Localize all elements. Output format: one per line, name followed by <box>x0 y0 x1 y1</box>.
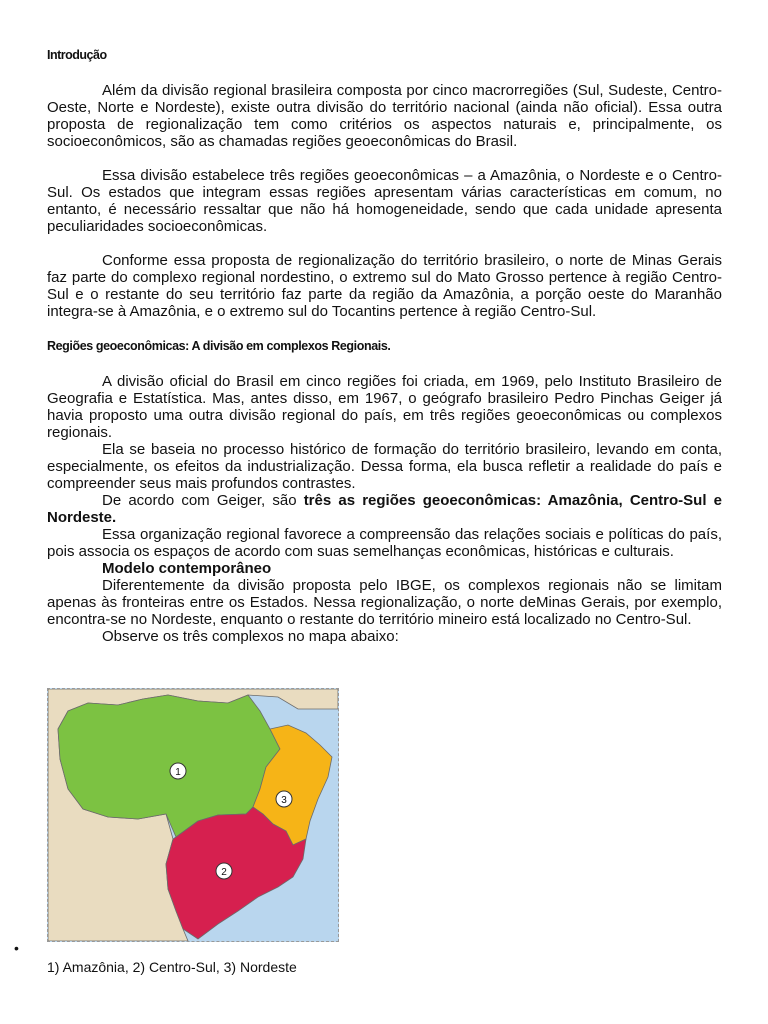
paragraph-9: Observe os três complexos no mapa abaixo: <box>102 628 399 645</box>
list-bullet: • <box>14 940 19 956</box>
paragraph-1: Além da divisão regional brasileira composta por cinco macrorregiões (Sul, Sudeste, Centro-Oeste, Norte e Nordeste), existe outra divisão do território nacional (ainda não oficial). Essa outra proposta de regionalização tem como critérios os aspectos naturais e, principalmente, os socioeconômicos, são as chamadas regiões geoeconômicas do Brasil. <box>47 82 722 150</box>
paragraph-7: Essa organização regional favorece a compreensão das relações sociais e políticas do país, pois associa os espaços de acordo com suas semelhanças econômicas, históricas e culturais. <box>47 526 722 560</box>
document-body <box>47 48 722 645</box>
map-caption: 1) Amazônia, 2) Centro-Sul, 3) Nordeste <box>47 959 297 975</box>
intro-heading: Introdução <box>47 48 107 62</box>
subheading-modelo: Modelo contemporâneo <box>102 560 272 577</box>
section-heading: Regiões geoeconômicas: A divisão em complexos Regionais. <box>47 339 391 353</box>
map-label-2: 2 <box>221 867 227 878</box>
map-label-3: 3 <box>281 795 287 806</box>
paragraph-6-bold: três as regiões geoeconômicas: Amazônia, Centro-Sul e Nordeste. <box>47 492 722 526</box>
paragraph-4: A divisão oficial do Brasil em cinco regiões foi criada, em 1969, pelo Instituto Brasileiro de Geografia e Estatística. Mas, antes disso, em 1967, o geógrafo brasileiro Pedro Pinchas Geiger já havia proposto uma outra divisão regional do país, em três regiões geoeconômicas ou complexos regionais. <box>47 373 722 441</box>
paragraph-6 <box>47 492 722 526</box>
brazil-regions-map <box>47 688 339 942</box>
map-label-1: 1 <box>175 767 181 778</box>
paragraph-6-start: De acordo com Geiger, são <box>102 492 304 509</box>
map-svg <box>48 689 338 941</box>
paragraph-2: Essa divisão estabelece três regiões geoeconômicas – a Amazônia, o Nordeste e o Centro-Sul. Os estados que integram essas regiões apresentam várias características em comum, no entanto, é necessário ressaltar que não há homogeneidade, sendo que cada unidade apresenta peculiaridades socioeconômicas. <box>47 167 722 235</box>
paragraph-5: Ela se baseia no processo histórico de formação do território brasileiro, levando em conta, especialmente, os efeitos da industrialização. Dessa forma, ela busca refletir a realidade do país e compreender seus mais profundos contrastes. <box>47 441 722 492</box>
paragraph-3: Conforme essa proposta de regionalização do território brasileiro, o norte de Minas Gerais faz parte do complexo regional nordestino, o extremo sul do Mato Grosso pertence à região Centro-Sul e o restante do seu território faz parte da região da Amazônia, a porção oeste do Maranhão integra-se à Amazônia, e o extremo sul do Tocantins pertence à região Centro-Sul. <box>47 252 722 320</box>
paragraph-8: Diferentemente da divisão proposta pelo IBGE, os complexos regionais não se limitam apenas às fronteiras entre os Estados. Nessa regionalização, o norte deMinas Gerais, por exemplo, encontra-se no Nordeste, enquanto o restante do território mineiro está localizado no Centro-Sul. <box>47 577 722 628</box>
